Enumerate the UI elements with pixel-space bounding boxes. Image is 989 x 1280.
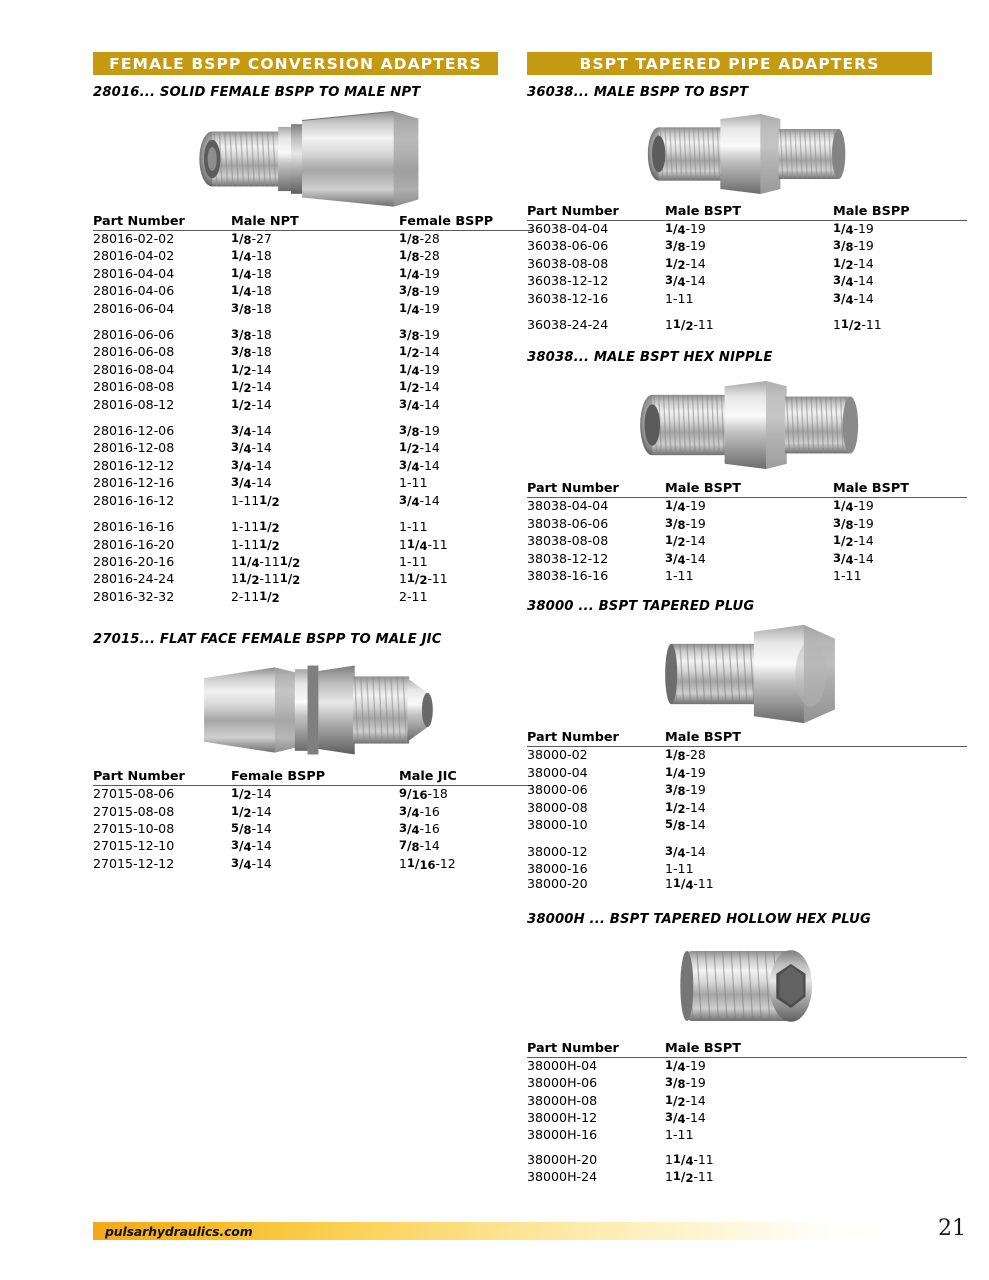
thread-size-cell: $^1/_8-28$ <box>399 231 440 247</box>
part-number-cell: 27015-12-12 <box>93 855 175 871</box>
footer-bar <box>93 1222 889 1240</box>
table-row <box>93 231 533 249</box>
thread-size-cell: $^1/_2-14$ <box>231 379 272 396</box>
table-row <box>527 1127 967 1142</box>
thread-size-cell: $1^1/_4-11^1/_2$ <box>231 553 301 570</box>
table-row <box>527 1169 967 1186</box>
thread-size-cell: $1^1/_{16}-12$ <box>399 855 456 872</box>
table-row <box>93 856 533 873</box>
thread-size-cell <box>833 1169 967 1186</box>
part-number-cell: 28016-04-06 <box>93 283 175 299</box>
column-header <box>833 730 967 747</box>
part-number-cell: 28016-16-12 <box>93 492 175 508</box>
column-header: Male BSPT <box>665 481 833 498</box>
product-photo-swivel-female-to-male-jic-flare <box>93 651 533 769</box>
thread-size-cell: $1-11^1/_2$ <box>231 536 280 553</box>
thread-size-cell <box>833 1057 967 1075</box>
spacer-cell <box>93 414 533 423</box>
thread-size-cell: $^9/_{16}-18$ <box>399 786 448 803</box>
row-group-spacer <box>93 318 533 327</box>
thread-size-cell: $^3/_4-14$ <box>231 457 272 474</box>
thread-size-cell: $^1/_4-18$ <box>231 283 272 300</box>
product-block <box>93 85 533 606</box>
thread-size-cell: $^3/_4-16$ <box>399 820 440 837</box>
column-header: Male JIC <box>399 769 533 786</box>
table-row <box>93 571 533 588</box>
table-row <box>93 266 533 283</box>
thread-size-cell: $^1/_2-14$ <box>231 361 272 378</box>
section-banner-bspt <box>527 52 932 75</box>
thread-size-cell: $^3/_8-18$ <box>231 300 272 317</box>
product-block <box>93 632 533 873</box>
part-number-cell: 27015-10-08 <box>93 820 175 836</box>
thread-size-cell: $^3/_4-14$ <box>833 290 874 307</box>
table-row <box>527 876 967 893</box>
part-number-cell: 38000H-08 <box>527 1092 598 1108</box>
column-header: Part Number <box>93 769 231 786</box>
thread-size-cell: $^3/_8-19$ <box>399 283 440 300</box>
table-row <box>93 821 533 838</box>
part-number-cell: 38000-20 <box>527 876 588 892</box>
table-row <box>93 838 533 855</box>
part-number-cell: 36038-12-12 <box>527 273 609 289</box>
product-title: 38038... MALE BSPT HEX NIPPLE <box>527 350 773 366</box>
part-number-cell: 38038-04-04 <box>527 498 609 514</box>
product-title: 27015... FLAT FACE FEMALE BSPP TO MALE JIC <box>93 632 442 648</box>
thread-size-cell: $^1/_8-28$ <box>399 248 440 265</box>
table-row <box>527 317 967 334</box>
product-photo-hex-nipple-double-male <box>527 104 967 204</box>
thread-size-cell: $^1/_4-19$ <box>833 498 874 515</box>
thread-size-cell <box>833 782 967 799</box>
thread-size-cell: $^3/_8-19$ <box>833 515 874 532</box>
product-block <box>527 85 967 334</box>
section-banner-label: FEMALE BSPP CONVERSION ADAPTERS <box>109 54 482 73</box>
thread-size-cell: $^1/_4-19$ <box>665 498 706 515</box>
thread-size-cell: 1-11 <box>833 568 862 584</box>
table-row <box>93 475 533 492</box>
part-number-cell: 38038-08-08 <box>527 533 609 549</box>
thread-size-cell <box>833 1075 967 1092</box>
spec-table <box>527 481 967 583</box>
product-photo-hex-nipple-long-thread <box>527 369 967 481</box>
page-number: 21 <box>938 1216 966 1241</box>
table-header-row <box>93 214 533 231</box>
part-number-cell: 38000H-04 <box>527 1057 598 1073</box>
table-row <box>93 458 533 475</box>
part-number-cell: 28016-06-06 <box>93 327 175 343</box>
thread-size-cell <box>833 1093 967 1110</box>
row-group-spacer <box>527 835 967 844</box>
part-number-cell: 38000-12 <box>527 843 588 859</box>
table-row <box>93 554 533 571</box>
part-number-cell: 38000H-16 <box>527 1127 598 1143</box>
table-row <box>93 804 533 821</box>
table-header-row <box>527 481 967 498</box>
table-row <box>93 493 533 510</box>
part-number-cell: 36038-04-04 <box>527 221 609 236</box>
part-number-cell: 27015-08-06 <box>93 786 175 802</box>
table-row <box>93 397 533 414</box>
table-row <box>527 256 967 273</box>
footer-website-label: pulsarhydraulics.com <box>105 1223 253 1239</box>
thread-size-cell: $^7/_8-14$ <box>399 838 440 855</box>
part-number-cell: 28016-06-08 <box>93 344 175 360</box>
table-row <box>93 362 533 379</box>
thread-size-cell <box>833 876 967 893</box>
column-header: Part Number <box>93 214 231 231</box>
table-row <box>93 589 533 606</box>
thread-size-cell: $1^1/_2-11^1/_2$ <box>231 571 301 588</box>
thread-size-cell <box>833 817 967 834</box>
product-photo-hollow-hex-socket-plug <box>527 931 967 1041</box>
table-row <box>527 1152 967 1169</box>
part-number-cell: 28016-08-04 <box>93 361 175 377</box>
product-title: 36038... MALE BSPP TO BSPT <box>527 85 749 100</box>
column-header: Part Number <box>527 1041 665 1058</box>
thread-size-cell: $^1/_4-19$ <box>665 221 706 237</box>
part-number-cell: 28016-32-32 <box>93 588 175 604</box>
part-number-cell: 28016-04-02 <box>93 248 175 264</box>
thread-size-cell: $1-11^1/_2$ <box>231 519 280 536</box>
thread-size-cell: $^1/_4-19$ <box>665 764 706 781</box>
part-number-cell: 27015-12-10 <box>93 838 175 854</box>
thread-size-cell: $^3/_8-19$ <box>665 515 706 532</box>
thread-size-cell <box>833 747 967 765</box>
left-product-list <box>93 85 533 873</box>
table-row <box>93 423 533 440</box>
thread-size-cell: $^1/_2-14$ <box>665 799 706 816</box>
table-row <box>527 861 967 876</box>
right-column <box>527 52 967 1187</box>
thread-size-cell: $^1/_4-18$ <box>231 265 272 282</box>
table-row <box>93 301 533 318</box>
table-row <box>527 1093 967 1110</box>
part-number-cell: 38000-08 <box>527 799 588 815</box>
part-number-cell: 28016-16-20 <box>93 536 175 552</box>
thread-size-cell: $^1/_8-28$ <box>665 747 706 764</box>
thread-size-cell: $^1/_4-19$ <box>399 361 440 378</box>
spec-table <box>93 214 533 606</box>
thread-size-cell: $^3/_4-14$ <box>231 475 272 492</box>
table-row <box>527 273 967 290</box>
table-row <box>527 498 967 516</box>
table-row <box>527 221 967 239</box>
thread-size-cell: $^3/_4-14$ <box>399 492 440 509</box>
product-title: 38000 ... BSPT TAPERED PLUG <box>527 599 755 615</box>
thread-size-cell: $^3/_4-14$ <box>833 273 874 290</box>
table-header-row <box>527 1041 967 1058</box>
table-row <box>527 817 967 834</box>
thread-size-cell: $^3/_4-14$ <box>399 457 440 474</box>
thread-size-cell: $^3/_4-14$ <box>665 843 706 860</box>
table-row <box>527 533 967 550</box>
row-group-spacer <box>93 414 533 423</box>
thread-size-cell: $^3/_8-19$ <box>399 423 440 440</box>
column-header: Part Number <box>527 481 665 498</box>
thread-size-cell: $^1/_2-14$ <box>399 379 440 396</box>
table-header-row <box>527 204 967 221</box>
thread-size-cell: $^1/_2-14$ <box>833 255 874 272</box>
thread-size-cell: 1-11 <box>665 568 694 584</box>
thread-size-cell: 1-11 <box>665 860 694 876</box>
table-row <box>527 516 967 533</box>
table-row <box>527 782 967 799</box>
thread-size-cell: 2-11 <box>399 588 428 604</box>
thread-size-cell: $^3/_4-14$ <box>399 396 440 413</box>
table-row <box>93 248 533 265</box>
thread-size-cell: $^1/_2-14$ <box>231 396 272 413</box>
column-header: Female BSPP <box>231 769 399 786</box>
right-product-list <box>527 85 967 1187</box>
thread-size-cell <box>833 861 967 876</box>
part-number-cell: 38000H-12 <box>527 1109 598 1125</box>
part-number-cell: 28016-12-16 <box>93 475 175 491</box>
column-header: Part Number <box>527 204 665 221</box>
thread-size-cell: $^3/_4-14$ <box>231 838 272 855</box>
part-number-cell: 28016-06-04 <box>93 300 175 316</box>
thread-size-cell: $^3/_8-19$ <box>399 327 440 344</box>
part-number-cell: 38000H-20 <box>527 1151 598 1167</box>
table-row <box>93 519 533 536</box>
part-number-cell: 28016-20-16 <box>93 553 175 569</box>
thread-size-cell: 1-11 <box>399 553 428 569</box>
thread-size-cell: $^5/_8-14$ <box>665 817 706 834</box>
thread-size-cell: $^3/_8-19$ <box>665 1075 706 1092</box>
thread-size-cell: 1-11 <box>399 475 428 491</box>
thread-size-cell: $1^1/_2-11$ <box>399 571 448 588</box>
spec-table <box>527 730 967 893</box>
spec-table <box>527 1041 967 1187</box>
table-row <box>527 1110 967 1127</box>
part-number-cell: 36038-24-24 <box>527 317 609 333</box>
thread-size-cell: $^3/_4-14$ <box>665 550 706 567</box>
table-row <box>527 551 967 568</box>
row-group-spacer <box>527 1143 967 1152</box>
part-number-cell: 28016-12-12 <box>93 457 175 473</box>
spec-table <box>93 769 533 873</box>
part-number-cell: 28016-08-08 <box>93 379 175 395</box>
column-header: Male BSPT <box>665 1041 833 1058</box>
column-header: Male BSPT <box>833 481 967 498</box>
thread-size-cell: 1-11 <box>665 1127 694 1143</box>
part-number-cell: 38038-12-12 <box>527 550 609 566</box>
thread-size-cell <box>833 800 967 817</box>
part-number-cell: 28016-02-02 <box>93 231 175 246</box>
part-number-cell: 36038-06-06 <box>527 238 609 254</box>
product-block <box>527 350 967 583</box>
thread-size-cell: $^3/_8-19$ <box>665 782 706 799</box>
table-row <box>93 344 533 361</box>
thread-size-cell: $^1/_2-14$ <box>665 533 706 550</box>
thread-size-cell <box>833 1127 967 1142</box>
thread-size-cell: $1^1/_2-11$ <box>665 317 714 334</box>
part-number-cell: 28016-04-04 <box>93 265 175 281</box>
row-group-spacer <box>93 510 533 519</box>
thread-size-cell: $^1/_4-19$ <box>399 265 440 282</box>
table-row <box>527 568 967 583</box>
thread-size-cell: $^1/_4-19$ <box>833 221 874 237</box>
thread-size-cell: $^1/_2-14$ <box>399 344 440 361</box>
table-header-row <box>93 769 533 786</box>
thread-size-cell: $^1/_2-14$ <box>833 533 874 550</box>
spacer-cell <box>527 835 967 844</box>
section-banner-label: BSPT TAPERED PIPE ADAPTERS <box>579 54 880 73</box>
column-header: Male BSPT <box>665 204 833 221</box>
thread-size-cell: $^3/_4-14$ <box>833 550 874 567</box>
table-row <box>527 238 967 255</box>
thread-size-cell: $^1/_2-14$ <box>231 786 272 803</box>
thread-size-cell: $1^1/_4-11$ <box>399 536 448 553</box>
part-number-cell: 38000-02 <box>527 747 588 763</box>
column-header: Female BSPP <box>399 214 533 231</box>
thread-size-cell: $2-11^1/_2$ <box>231 588 280 605</box>
column-header: Male BSPT <box>665 730 833 747</box>
table-row <box>527 844 967 861</box>
thread-size-cell: $^3/_4-16$ <box>399 803 440 820</box>
table-header-row <box>527 730 967 747</box>
thread-size-cell: $1-11^1/_2$ <box>231 492 280 509</box>
spacer-cell <box>93 318 533 327</box>
table-row <box>93 440 533 457</box>
column-header: Part Number <box>527 730 665 747</box>
thread-size-cell: $^1/_4-19$ <box>399 300 440 317</box>
thread-size-cell: 1-11 <box>399 519 428 535</box>
thread-size-cell: $^3/_4-14$ <box>665 273 706 290</box>
table-row <box>93 379 533 396</box>
part-number-cell: 38000H-06 <box>527 1075 598 1091</box>
spec-table <box>527 204 967 334</box>
row-group-spacer <box>527 308 967 317</box>
part-number-cell: 28016-24-24 <box>93 571 175 587</box>
column-header <box>833 1041 967 1058</box>
part-number-cell: 28016-08-12 <box>93 396 175 412</box>
thread-size-cell: $^1/_2-14$ <box>665 1092 706 1109</box>
table-row <box>93 786 533 804</box>
spacer-cell <box>527 308 967 317</box>
thread-size-cell: $^3/_8-18$ <box>231 344 272 361</box>
thread-size-cell: $1^1/_4-11$ <box>665 876 714 893</box>
part-number-cell: 28016-12-06 <box>93 423 175 439</box>
part-number-cell: 38000-16 <box>527 860 588 876</box>
table-row <box>527 747 967 765</box>
thread-size-cell: $^5/_8-14$ <box>231 820 272 837</box>
thread-size-cell: $^1/_2-14$ <box>231 803 272 820</box>
thread-size-cell <box>833 1152 967 1169</box>
thread-size-cell: $^1/_4-18$ <box>231 248 272 265</box>
thread-size-cell: $^3/_8-19$ <box>665 238 706 255</box>
product-photo-straight-adapter-male-thread-to-female-hex <box>93 104 533 214</box>
thread-size-cell: $1^1/_4-11$ <box>665 1151 714 1168</box>
left-column <box>93 52 533 873</box>
spacer-cell <box>527 1143 967 1152</box>
part-number-cell: 38038-16-16 <box>527 568 609 584</box>
thread-size-cell: 1-11 <box>665 290 694 306</box>
part-number-cell: 38000-10 <box>527 817 588 833</box>
thread-size-cell: $^1/_2-14$ <box>665 255 706 272</box>
thread-size-cell: $^3/_4-14$ <box>231 423 272 440</box>
part-number-cell: 28016-12-08 <box>93 440 175 456</box>
thread-size-cell <box>833 765 967 782</box>
column-header: Male BSPP <box>833 204 967 221</box>
column-header: Male NPT <box>231 214 399 231</box>
table-row <box>527 800 967 817</box>
thread-size-cell: $^1/_2-14$ <box>399 440 440 457</box>
table-row <box>527 1057 967 1075</box>
table-row <box>527 1075 967 1092</box>
thread-size-cell: $^3/_8-18$ <box>231 327 272 344</box>
thread-size-cell: $^3/_4-14$ <box>665 1109 706 1126</box>
product-title: 38000H ... BSPT TAPERED HOLLOW HEX PLUG <box>527 911 871 927</box>
part-number-cell: 27015-08-08 <box>93 803 175 819</box>
thread-size-cell: $^1/_8-27$ <box>231 231 272 247</box>
thread-size-cell: $^3/_8-19$ <box>833 238 874 255</box>
part-number-cell: 28016-16-16 <box>93 519 175 535</box>
thread-size-cell: $1^1/_2-11$ <box>665 1169 714 1186</box>
thread-size-cell: $1^1/_2-11$ <box>833 317 882 334</box>
part-number-cell: 38000-04 <box>527 764 588 780</box>
part-number-cell: 38000-06 <box>527 782 588 798</box>
thread-size-cell <box>833 844 967 861</box>
table-row <box>93 283 533 300</box>
thread-size-cell: $^3/_4-14$ <box>231 855 272 872</box>
table-row <box>527 765 967 782</box>
table-row <box>527 291 967 308</box>
table-row <box>93 327 533 344</box>
section-banner-female-bspp <box>93 52 498 75</box>
thread-size-cell <box>833 1110 967 1127</box>
table-row <box>93 537 533 554</box>
part-number-cell: 36038-08-08 <box>527 255 609 271</box>
thread-size-cell: $^3/_4-14$ <box>231 440 272 457</box>
product-photo-solid-hex-head-plug <box>527 618 967 730</box>
product-title: 28016... SOLID FEMALE BSPP TO MALE NPT <box>93 85 421 100</box>
product-block <box>527 599 967 893</box>
part-number-cell: 36038-12-16 <box>527 290 609 306</box>
product-block <box>527 912 967 1187</box>
part-number-cell: 38000H-24 <box>527 1169 598 1185</box>
spacer-cell <box>93 510 533 519</box>
thread-size-cell: $^1/_4-19$ <box>665 1057 706 1074</box>
part-number-cell: 38038-06-06 <box>527 515 609 531</box>
